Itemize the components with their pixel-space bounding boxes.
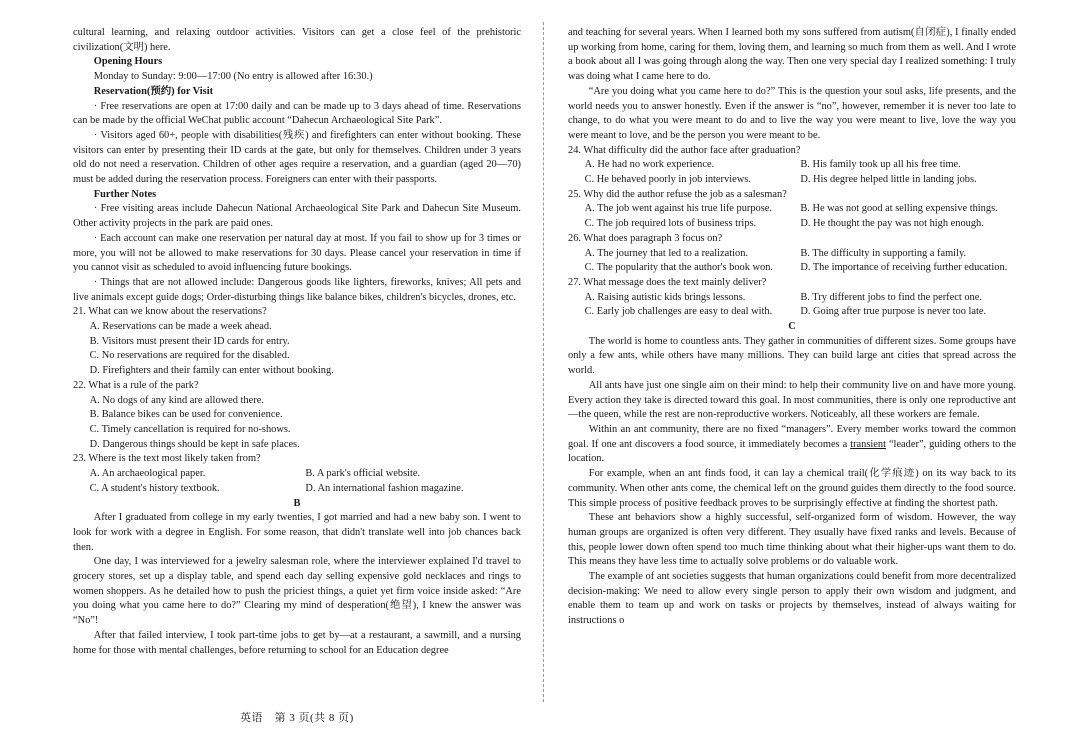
question-22: 22. What is a rule of the park? [73, 379, 199, 391]
option: A. An archaeological paper. [89, 468, 206, 480]
passage-paragraph [568, 423, 1016, 467]
option: A. Raising autistic kids brings lessons. [584, 291, 746, 303]
question-23: 23. Where is the text most likely taken from? [73, 453, 261, 465]
opening-hours-text: Monday to Sunday: 9:00—17:00 (No entry is allowed after 16:30.) [93, 71, 373, 83]
option: B. A park's official website. [305, 468, 421, 480]
options-grid [585, 291, 1016, 320]
section-heading-c: C [788, 321, 796, 333]
option: D. The importance of receiving further education. [800, 262, 1008, 274]
underlined-word: transient [850, 438, 886, 450]
option: B. He was not good at selling expensive things. [800, 203, 998, 215]
option: D. Firefighters and their family can enter without booking. [89, 365, 334, 377]
passage-paragraph: “Are you doing what you came here to do?” This is the question your soul asks, life presents, and the world needs you to answer honestly. Even if the answer is “no”, however, remember it is never too late to change, to do what you were meant to do and to live the way you were meant to live, love the way you were meant to love, and be the person you were meant to be. [568, 85, 1016, 141]
option: A. The job went against his true life purpose. [584, 203, 773, 215]
reservation-item: · Visitors aged 60+, people with disabilities(残疾) and firefighters can enter without booking. These visitors can enter by presenting their ID cards at the gate, but only for themselves. Children under 3 years old do not need a reservation. Children of other ages require a reservation, and a guardian (aged 20—70) must be added during the reservation process. Foreigners can enter with their passports. [73, 129, 521, 186]
note-item: · Things that are not allowed include: Dangerous goods like lighters, fireworks, knives; All pets and live animals except guide dogs; Order-disturbing things like balance bikes, children's bicycles, drones, etc. [73, 276, 521, 303]
passage-paragraph: All ants have just one single aim on their mind: to help their community live on and have more young. Every action they take is directed toward this goal. In most communities, there is only one reproductive ant—the queen, while the rest are non-reproductive workers. Noticeably, all these workers are female. [568, 379, 1016, 421]
option: C. No reservations are required for the disabled. [89, 350, 290, 362]
reservation-heading: Reservation(预约) for Visit [93, 85, 214, 97]
question-26: 26. What does paragraph 3 focus on? [568, 232, 723, 244]
text-span: Within an ant community, there are no fixed “managers”. Every member works toward the common goal. If one ant discovers a food source, it immediately becomes a [568, 423, 1016, 450]
option: D. He thought the pay was not high enough. [800, 218, 984, 230]
left-column [73, 26, 521, 658]
intro-paragraph: cultural learning, and relaxing outdoor activities. Visitors can get a close feel of the prehistoric civilization(文明) here. [73, 27, 521, 53]
option: A. He had no work experience. [584, 159, 715, 171]
right-column [568, 26, 1016, 629]
options-grid [585, 202, 1016, 231]
question-25: 25. Why did the author refuse the job as a salesman? [568, 188, 787, 200]
option: C. Early job challenges are easy to deal with. [584, 306, 773, 318]
question-21: 21. What can we know about the reservations? [73, 306, 267, 318]
question-27: 27. What message does the text mainly deliver? [568, 276, 767, 288]
passage-paragraph: For example, when an ant finds food, it can lay a chemical trail(化学痕迹) on its way back to its community. When other ants come, the chemical left on the ground guides them directly to the food source. This simple process of positive feedback proves to be surprisingly effective at finding the shortest path. [568, 468, 1016, 509]
option: B. Try different jobs to find the perfect one. [800, 291, 982, 303]
option: B. Balance bikes can be used for convenience. [89, 409, 283, 421]
options-grid [585, 158, 1016, 187]
passage-paragraph: These ant behaviors show a highly successful, self-organized form of wisdom. However, the way human groups are organized is often very different. They usually have fixed ranks and levels. Because of this, people lower down often spend too much time thinking about what their higher-ups want them to do. This means they have less time to actually solve problems or do valuable work. [568, 512, 1016, 568]
option: C. The job required lots of business trips. [584, 218, 757, 230]
passage-paragraph: The world is home to countless ants. They gather in communities of different sizes. Some groups have only a few ants, while others have many millions. They can build large ant cities that spread across the world. [568, 335, 1016, 377]
option: C. Timely cancellation is required for no-shows. [89, 423, 291, 435]
section-heading-b: B [293, 497, 301, 509]
note-item: · Free visiting areas include Dahecun National Archaeological Site Park and Dahecun Site Museum. Other activity projects in the park are paid ones. [73, 203, 521, 230]
option: D. An international fashion magazine. [305, 482, 464, 494]
option: D. Dangerous things should be kept in safe places. [89, 438, 300, 450]
option: C. A student's history textbook. [89, 482, 220, 494]
passage-paragraph: After that failed interview, I took part-time jobs to get by—at a restaurant, a sawmill, and a nursing home for those with mental challenges, before returning to school for an Education degree [73, 629, 521, 656]
option: D. His degree helped little in landing jobs. [800, 174, 977, 186]
option: B. His family took up all his free time. [800, 159, 961, 171]
reservation-item: · Free reservations are open at 17:00 daily and can be made up to 3 days ahead of time. Reservations can be made by the official WeChat public account “Dahecun Archaeological Site Park”. [73, 100, 521, 127]
options-grid [585, 247, 1016, 276]
passage-paragraph: and teaching for several years. When I learned both my sons suffered from autism(自闭症), I finally ended up working from home, caring for them, loving them, and learning so much from them as well. And I wrote a book about all I was going through along the way. Then one very special day I realized something: I truly was doing what I came here to do. [568, 27, 1016, 83]
note-item: · Each account can make one reservation per natural day at most. If you fail to show up for 3 times or more, you will not be allowed to make reservations for 30 days. Please cancel your reservation in time if you cannot visit as scheduled to avoid influencing future bookings. [73, 232, 521, 274]
option: D. Going after true purpose is never too late. [800, 306, 987, 318]
question-24: 24. What difficulty did the author face after graduation? [568, 144, 801, 156]
option: C. The popularity that the author's book won. [584, 262, 774, 274]
further-notes-heading: Further Notes [93, 188, 157, 200]
option: A. The journey that led to a realization. [584, 247, 749, 259]
text-span: “leader”, guiding others to the location. [568, 438, 1016, 465]
option: B. The difficulty in supporting a family. [800, 247, 967, 259]
option: C. He behaved poorly in job interviews. [584, 174, 751, 186]
page-footer: 英语 第 3 页(共 8 页) [240, 712, 354, 724]
passage-paragraph: The example of ant societies suggests that human organizations could benefit from more decentralized decision-making: We need to allow every single person to apply their own wisdom and judgment, and enable them to team up and work on tasks or projects by themselves, instead of always waiting for instructions o [568, 571, 1016, 627]
passage-paragraph: After I graduated from college in my early twenties, I got married and had a new baby son. I went to look for work with a degree in English. For some reason, that didn't translate well into job chances back then. [73, 512, 521, 553]
option: A. No dogs of any kind are allowed there. [89, 394, 264, 406]
options-grid [90, 467, 521, 496]
column-divider [543, 22, 544, 702]
scan-fade-overlay [700, 680, 900, 700]
opening-hours-heading: Opening Hours [93, 56, 163, 68]
passage-paragraph: One day, I was interviewed for a jewelry salesman role, where the interviewer explained I'd travel to grocery stores, set up a display table, and spend each day selling expensive gold necklaces and rings to women shoppers. As he detailed how to push the priciest things, a quiet yet firm voice inside asked: “Are you doing what you came here to do?” Clearing my mind of desperation(绝望), I knew the answer was “No”! [73, 556, 521, 627]
option: B. Visitors must present their ID cards for entry. [89, 335, 290, 347]
option: A. Reservations can be made a week ahead. [89, 321, 272, 333]
